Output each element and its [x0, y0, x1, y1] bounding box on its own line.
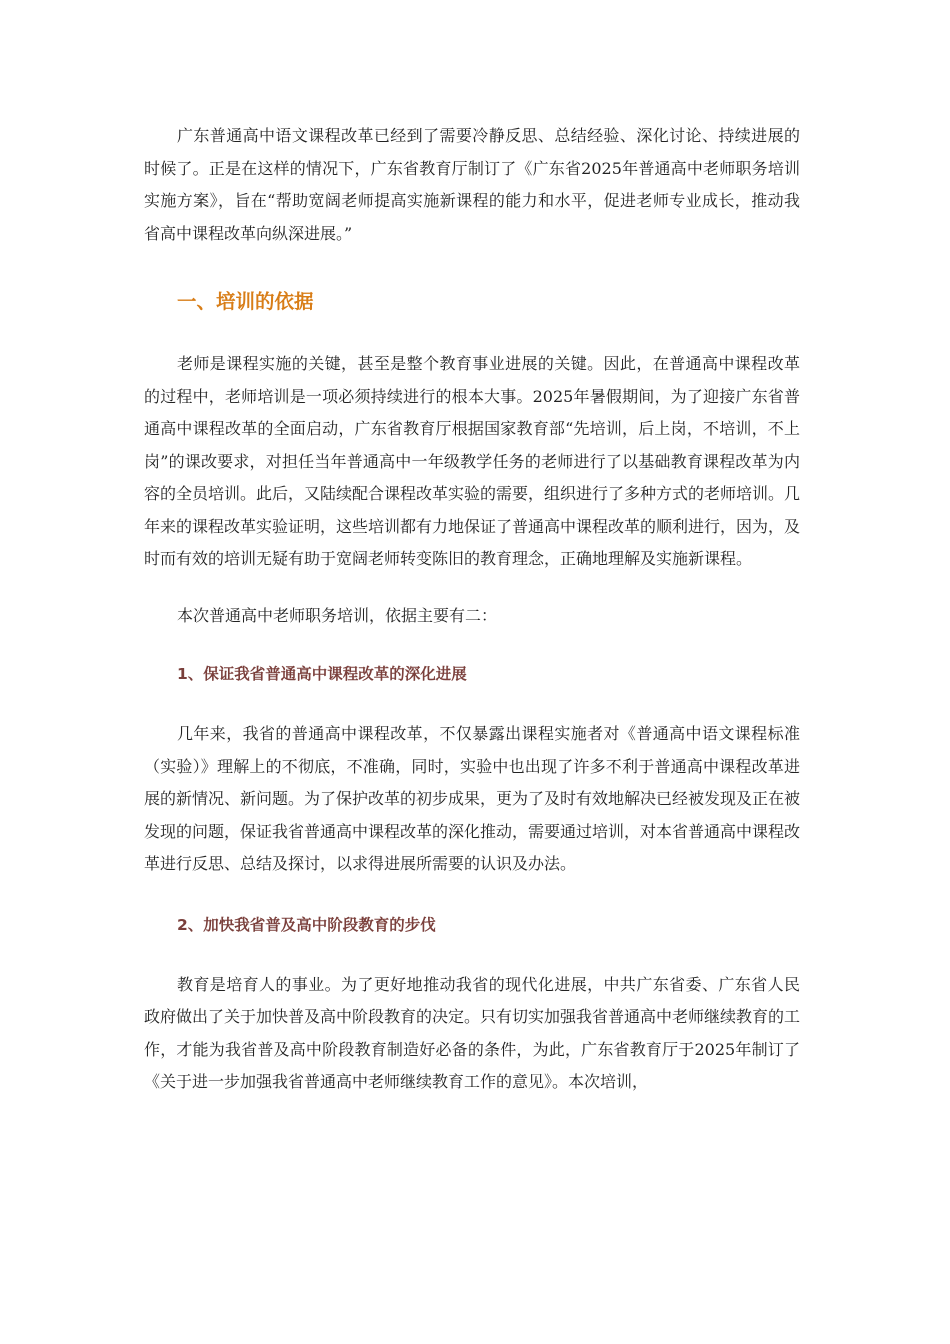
subheading-deepen-reform: 1、保证我省普通高中课程改革的深化进展	[177, 665, 467, 683]
subsection-paragraph-education: 教育是培育人的事业。为了更好地推动我省的现代化进展，中共广东省委、广东省人民政府做出了关于加快普及高中阶段教育的决定。只有切实加强我省普通高中老师继续教育的工作，才能为我省普及高中阶段教育制造好必备的条件，为此，广东省教育厅于2025年制订了《关于进一步加强我省普通高中老师继续教育工作的意见》。本次培训，	[144, 974, 801, 1091]
subheading-popularize-education: 2、加快我省普及高中阶段教育的步伐	[177, 915, 436, 934]
section-paragraph-teachers: 老师是课程实施的关键，甚至是整个教育事业进展的关键。因此，在普通高中课程改革的过程中，老师培训是一项必须持续进行的根本大事。2025年暑假期间，为了迎接广东省普通高中课程改革的全面启动，广东省教育厅根据国家教育部“先培训，后上岗，不培训，不上岗”的课改要求，对担任当年普通高中一年级教学任务的老师进行了以基础教育课程改革为内容的全员培训。此后，又陆续配合课程改革实验的需要，组织进行了多种方式的老师培训。几年来的课程改革实验证明，这些培训都有力地保证了普通高中课程改革的顺利进行，因为，及时而有效的培训无疑有助于宽阔老师转变陈旧的教育理念，正确地理解及实施新课程。	[144, 354, 801, 568]
subsection-paragraph-reform: 几年来，我省的普通高中课程改革，不仅暴露出课程实施者对《普通高中语文课程标准（实验）》理解上的不彻底，不准确，同时，实验中也出现了许多不利于普通高中课程改革进展的新情况、新问题。为了保护改革的初步成果，更为了及时有效地解决已经被发现及正在被发现的问题，保证我省普通高中课程改革的深化推动，需要通过培训，对本省普通高中课程改革进行反思、总结及探讨，以求得进展所需要的认识及办法。	[144, 724, 801, 873]
section-heading-basis: 一、培训的依据	[177, 290, 314, 313]
intro-paragraph: 广东普通高中语文课程改革已经到了需要冷静反思、总结经验、深化讨论、持续进展的时候了。正是在这样的情况下，广东省教育厅制订了《广东省2025年普通高中老师职务培训实施方案》，旨在“帮助宽阔老师提高实施新课程的能力和水平，促进老师专业成长，推动我省高中课程改革向纵深进展。”	[144, 126, 800, 243]
document-body	[144, 120, 800, 1099]
section-paragraph-basis-intro: 本次普通高中老师职务培训，依据主要有二：	[177, 605, 498, 625]
